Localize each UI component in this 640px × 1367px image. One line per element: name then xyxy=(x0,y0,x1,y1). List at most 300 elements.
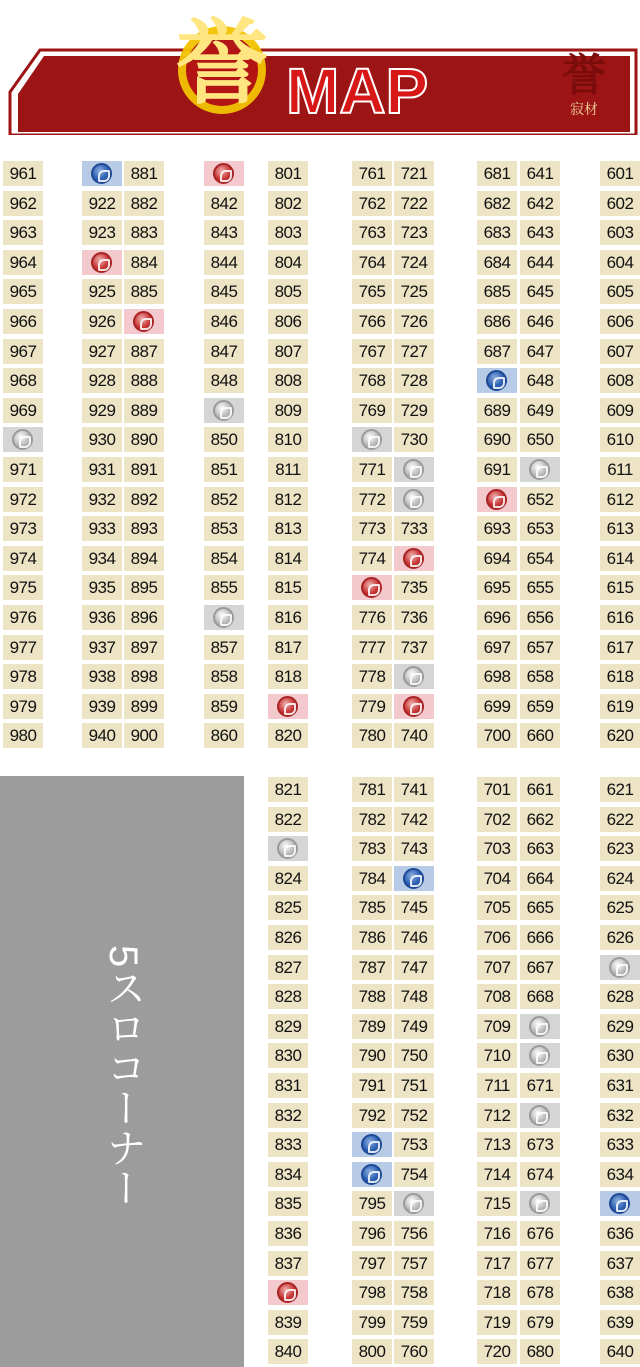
red-medal-cell xyxy=(394,546,434,571)
machine-number-cell: 802 xyxy=(268,191,308,216)
machine-number-cell: 884 xyxy=(124,250,164,275)
machine-number-cell: 722 xyxy=(394,191,434,216)
machine-number-cell: 684 xyxy=(477,250,517,275)
machine-number-cell: 934 xyxy=(82,546,122,571)
machine-number-cell: 803 xyxy=(268,220,308,245)
machine-number-cell: 609 xyxy=(600,398,640,423)
machine-number-cell: 899 xyxy=(124,694,164,719)
machine-number-cell: 612 xyxy=(600,487,640,512)
machine-number-cell: 714 xyxy=(477,1162,517,1187)
machine-number-cell: 891 xyxy=(124,457,164,482)
machine-number-cell: 966 xyxy=(3,309,43,334)
machine-number-cell: 855 xyxy=(204,575,244,600)
machine-number-cell: 605 xyxy=(600,279,640,304)
machine-number-cell: 778 xyxy=(352,664,392,689)
machine-number-cell: 806 xyxy=(268,309,308,334)
machine-number-cell: 845 xyxy=(204,279,244,304)
brand-logo-char: 誉 xyxy=(562,50,606,101)
machine-number-cell: 900 xyxy=(124,723,164,748)
machine-number-cell: 695 xyxy=(477,575,517,600)
silver-medal-cell xyxy=(520,457,560,482)
red-medal-cell xyxy=(204,161,244,186)
machine-number-cell: 784 xyxy=(352,866,392,891)
machine-number-cell: 725 xyxy=(394,279,434,304)
silver-medal-cell xyxy=(520,1103,560,1128)
machine-number-cell: 889 xyxy=(124,398,164,423)
machine-number-cell: 935 xyxy=(82,575,122,600)
machine-number-cell: 606 xyxy=(600,309,640,334)
silver-medal-icon xyxy=(529,459,550,480)
machine-number-cell: 665 xyxy=(520,895,560,920)
machine-number-cell: 798 xyxy=(352,1280,392,1305)
machine-number-cell: 816 xyxy=(268,605,308,630)
silver-medal-cell xyxy=(204,398,244,423)
machine-number-cell: 749 xyxy=(394,1014,434,1039)
machine-number-cell: 821 xyxy=(268,777,308,802)
machine-number-cell: 726 xyxy=(394,309,434,334)
machine-number-cell: 640 xyxy=(600,1339,640,1364)
machine-number-cell: 777 xyxy=(352,635,392,660)
machine-number-cell: 667 xyxy=(520,955,560,980)
machine-number-cell: 724 xyxy=(394,250,434,275)
red-medal-icon xyxy=(133,311,154,332)
machine-number-cell: 812 xyxy=(268,487,308,512)
machine-number-cell: 788 xyxy=(352,984,392,1009)
machine-number-cell: 929 xyxy=(82,398,122,423)
machine-number-cell: 932 xyxy=(82,487,122,512)
machine-number-cell: 851 xyxy=(204,457,244,482)
machine-number-cell: 649 xyxy=(520,398,560,423)
silver-medal-icon xyxy=(403,666,424,687)
machine-number-cell: 728 xyxy=(394,368,434,393)
machine-number-cell: 680 xyxy=(520,1339,560,1364)
silver-medal-icon xyxy=(403,489,424,510)
machine-number-cell: 817 xyxy=(268,635,308,660)
machine-number-cell: 969 xyxy=(3,398,43,423)
red-medal-icon xyxy=(361,577,382,598)
machine-number-cell: 630 xyxy=(600,1043,640,1068)
machine-number-cell: 772 xyxy=(352,487,392,512)
machine-number-cell: 643 xyxy=(520,220,560,245)
machine-number-cell: 625 xyxy=(600,895,640,920)
machine-number-cell: 613 xyxy=(600,516,640,541)
machine-number-cell: 834 xyxy=(268,1162,308,1187)
machine-number-cell: 629 xyxy=(600,1014,640,1039)
machine-number-cell: 663 xyxy=(520,836,560,861)
machine-number-cell: 893 xyxy=(124,516,164,541)
silver-medal-cell xyxy=(520,1043,560,1068)
machine-number-cell: 975 xyxy=(3,575,43,600)
red-medal-icon xyxy=(403,548,424,569)
machine-number-cell: 771 xyxy=(352,457,392,482)
brand-logo-sub: 寂材 xyxy=(570,102,598,118)
machine-number-cell: 965 xyxy=(3,279,43,304)
machine-number-cell: 895 xyxy=(124,575,164,600)
machine-number-cell: 776 xyxy=(352,605,392,630)
machine-number-cell: 626 xyxy=(600,925,640,950)
machine-number-cell: 642 xyxy=(520,191,560,216)
slot-corner-label: 5スロコーナー xyxy=(101,945,145,1208)
machine-number-cell: 854 xyxy=(204,546,244,571)
machine-number-cell: 890 xyxy=(124,427,164,452)
machine-number-cell: 696 xyxy=(477,605,517,630)
machine-number-cell: 922 xyxy=(82,191,122,216)
silver-medal-icon xyxy=(529,1045,550,1066)
silver-medal-cell xyxy=(520,1191,560,1216)
machine-number-cell: 780 xyxy=(352,723,392,748)
machine-number-cell: 925 xyxy=(82,279,122,304)
machine-number-cell: 785 xyxy=(352,895,392,920)
machine-number-cell: 753 xyxy=(394,1132,434,1157)
machine-number-cell: 840 xyxy=(268,1339,308,1364)
machine-number-cell: 748 xyxy=(394,984,434,1009)
silver-medal-icon xyxy=(12,429,33,450)
machine-number-cell: 713 xyxy=(477,1132,517,1157)
machine-number-cell: 620 xyxy=(600,723,640,748)
red-medal-cell xyxy=(477,487,517,512)
machine-number-cell: 811 xyxy=(268,457,308,482)
red-medal-cell xyxy=(268,694,308,719)
machine-number-cell: 882 xyxy=(124,191,164,216)
machine-number-cell: 842 xyxy=(204,191,244,216)
machine-number-cell: 844 xyxy=(204,250,244,275)
machine-number-cell: 830 xyxy=(268,1043,308,1068)
machine-number-cell: 632 xyxy=(600,1103,640,1128)
machine-number-cell: 810 xyxy=(268,427,308,452)
silver-medal-cell xyxy=(352,427,392,452)
red-medal-cell xyxy=(124,309,164,334)
machine-number-cell: 973 xyxy=(3,516,43,541)
machine-number-cell: 697 xyxy=(477,635,517,660)
machine-number-cell: 699 xyxy=(477,694,517,719)
machine-number-cell: 757 xyxy=(394,1251,434,1276)
machine-number-cell: 828 xyxy=(268,984,308,1009)
machine-number-cell: 768 xyxy=(352,368,392,393)
machine-number-cell: 883 xyxy=(124,220,164,245)
machine-number-cell: 850 xyxy=(204,427,244,452)
machine-number-cell: 894 xyxy=(124,546,164,571)
machine-number-cell: 745 xyxy=(394,895,434,920)
machine-number-cell: 691 xyxy=(477,457,517,482)
machine-number-cell: 639 xyxy=(600,1310,640,1335)
machine-number-cell: 608 xyxy=(600,368,640,393)
silver-medal-icon xyxy=(609,957,630,978)
machine-number-cell: 710 xyxy=(477,1043,517,1068)
machine-number-cell: 674 xyxy=(520,1162,560,1187)
machine-number-cell: 881 xyxy=(124,161,164,186)
machine-number-cell: 614 xyxy=(600,546,640,571)
machine-number-cell: 616 xyxy=(600,605,640,630)
machine-number-cell: 743 xyxy=(394,836,434,861)
machine-number-cell: 926 xyxy=(82,309,122,334)
machine-number-cell: 939 xyxy=(82,694,122,719)
machine-number-cell: 837 xyxy=(268,1251,308,1276)
machine-number-cell: 740 xyxy=(394,723,434,748)
machine-number-cell: 860 xyxy=(204,723,244,748)
machine-number-cell: 705 xyxy=(477,895,517,920)
red-medal-icon xyxy=(277,696,298,717)
machine-number-cell: 683 xyxy=(477,220,517,245)
machine-number-cell: 638 xyxy=(600,1280,640,1305)
machine-number-cell: 750 xyxy=(394,1043,434,1068)
red-medal-cell xyxy=(268,1280,308,1305)
silver-medal-icon xyxy=(213,607,234,628)
silver-medal-icon xyxy=(361,429,382,450)
machine-number-cell: 822 xyxy=(268,807,308,832)
machine-number-cell: 783 xyxy=(352,836,392,861)
silver-medal-cell xyxy=(394,664,434,689)
machine-number-cell: 764 xyxy=(352,250,392,275)
machine-number-cell: 618 xyxy=(600,664,640,689)
silver-medal-cell xyxy=(600,955,640,980)
machine-number-cell: 615 xyxy=(600,575,640,600)
machine-number-cell: 888 xyxy=(124,368,164,393)
machine-number-cell: 721 xyxy=(394,161,434,186)
blue-medal-cell xyxy=(394,866,434,891)
machine-number-cell: 603 xyxy=(600,220,640,245)
machine-number-cell: 931 xyxy=(82,457,122,482)
machine-number-cell: 645 xyxy=(520,279,560,304)
machine-number-cell: 623 xyxy=(600,836,640,861)
machine-number-cell: 621 xyxy=(600,777,640,802)
machine-number-cell: 795 xyxy=(352,1191,392,1216)
machine-number-cell: 702 xyxy=(477,807,517,832)
machine-number-cell: 813 xyxy=(268,516,308,541)
machine-number-cell: 818 xyxy=(268,664,308,689)
machine-number-cell: 979 xyxy=(3,694,43,719)
machine-number-cell: 756 xyxy=(394,1221,434,1246)
machine-number-cell: 706 xyxy=(477,925,517,950)
machine-number-cell: 636 xyxy=(600,1221,640,1246)
machine-number-cell: 751 xyxy=(394,1073,434,1098)
machine-number-cell: 617 xyxy=(600,635,640,660)
machine-number-cell: 698 xyxy=(477,664,517,689)
machine-number-cell: 666 xyxy=(520,925,560,950)
machine-number-cell: 708 xyxy=(477,984,517,1009)
machine-number-cell: 847 xyxy=(204,339,244,364)
machine-number-cell: 671 xyxy=(520,1073,560,1098)
machine-number-cell: 833 xyxy=(268,1132,308,1157)
machine-number-cell: 754 xyxy=(394,1162,434,1187)
blue-medal-icon xyxy=(91,163,112,184)
machine-number-cell: 654 xyxy=(520,546,560,571)
blue-medal-cell xyxy=(477,368,517,393)
machine-number-cell: 933 xyxy=(82,516,122,541)
machine-number-cell: 809 xyxy=(268,398,308,423)
silver-medal-cell xyxy=(394,457,434,482)
machine-number-cell: 835 xyxy=(268,1191,308,1216)
machine-number-cell: 765 xyxy=(352,279,392,304)
machine-number-cell: 735 xyxy=(394,575,434,600)
machine-number-cell: 657 xyxy=(520,635,560,660)
machine-number-cell: 668 xyxy=(520,984,560,1009)
machine-number-cell: 928 xyxy=(82,368,122,393)
silver-medal-cell xyxy=(204,605,244,630)
machine-number-cell: 978 xyxy=(3,664,43,689)
page-title: MAP xyxy=(286,55,429,127)
machine-number-cell: 679 xyxy=(520,1310,560,1335)
machine-number-cell: 832 xyxy=(268,1103,308,1128)
machine-number-cell: 927 xyxy=(82,339,122,364)
machine-number-cell: 736 xyxy=(394,605,434,630)
machine-number-cell: 967 xyxy=(3,339,43,364)
blue-medal-cell xyxy=(600,1191,640,1216)
machine-number-cell: 976 xyxy=(3,605,43,630)
machine-number-cell: 964 xyxy=(3,250,43,275)
machine-number-cell: 827 xyxy=(268,955,308,980)
machine-number-cell: 652 xyxy=(520,487,560,512)
machine-number-cell: 604 xyxy=(600,250,640,275)
machine-number-cell: 779 xyxy=(352,694,392,719)
silver-medal-cell xyxy=(268,836,308,861)
machine-number-cell: 664 xyxy=(520,866,560,891)
machine-number-cell: 628 xyxy=(600,984,640,1009)
machine-number-cell: 707 xyxy=(477,955,517,980)
machine-number-cell: 846 xyxy=(204,309,244,334)
machine-number-cell: 730 xyxy=(394,427,434,452)
machine-number-cell: 962 xyxy=(3,191,43,216)
machine-number-cell: 619 xyxy=(600,694,640,719)
emblem-char: 誉 xyxy=(175,9,268,117)
silver-medal-icon xyxy=(529,1193,550,1214)
machine-number-cell: 733 xyxy=(394,516,434,541)
machine-number-cell: 805 xyxy=(268,279,308,304)
machine-number-cell: 677 xyxy=(520,1251,560,1276)
machine-number-cell: 859 xyxy=(204,694,244,719)
machine-number-cell: 930 xyxy=(82,427,122,452)
machine-number-cell: 940 xyxy=(82,723,122,748)
machine-number-cell: 610 xyxy=(600,427,640,452)
machine-number-cell: 774 xyxy=(352,546,392,571)
red-medal-icon xyxy=(277,1282,298,1303)
machine-number-cell: 659 xyxy=(520,694,560,719)
machine-number-cell: 852 xyxy=(204,487,244,512)
silver-medal-cell xyxy=(394,487,434,512)
machine-number-cell: 807 xyxy=(268,339,308,364)
machine-number-cell: 826 xyxy=(268,925,308,950)
machine-number-cell: 796 xyxy=(352,1221,392,1246)
machine-number-cell: 936 xyxy=(82,605,122,630)
machine-number-cell: 656 xyxy=(520,605,560,630)
machine-number-cell: 799 xyxy=(352,1310,392,1335)
machine-number-cell: 658 xyxy=(520,664,560,689)
red-medal-icon xyxy=(91,252,112,273)
machine-number-cell: 808 xyxy=(268,368,308,393)
machine-number-cell: 727 xyxy=(394,339,434,364)
machine-number-cell: 704 xyxy=(477,866,517,891)
machine-number-cell: 717 xyxy=(477,1251,517,1276)
machine-number-cell: 729 xyxy=(394,398,434,423)
machine-number-cell: 858 xyxy=(204,664,244,689)
machine-number-cell: 766 xyxy=(352,309,392,334)
machine-number-cell: 634 xyxy=(600,1162,640,1187)
machine-number-cell: 971 xyxy=(3,457,43,482)
machine-number-cell: 801 xyxy=(268,161,308,186)
machine-number-cell: 804 xyxy=(268,250,308,275)
machine-number-cell: 747 xyxy=(394,955,434,980)
machine-number-cell: 690 xyxy=(477,427,517,452)
machine-number-cell: 787 xyxy=(352,955,392,980)
machine-number-cell: 752 xyxy=(394,1103,434,1128)
machine-number-cell: 853 xyxy=(204,516,244,541)
red-medal-cell xyxy=(82,250,122,275)
machine-number-cell: 723 xyxy=(394,220,434,245)
machine-number-cell: 815 xyxy=(268,575,308,600)
machine-number-cell: 703 xyxy=(477,836,517,861)
machine-number-cell: 678 xyxy=(520,1280,560,1305)
machine-number-cell: 790 xyxy=(352,1043,392,1068)
machine-number-cell: 641 xyxy=(520,161,560,186)
machine-number-cell: 711 xyxy=(477,1073,517,1098)
machine-number-cell: 607 xyxy=(600,339,640,364)
blue-medal-icon xyxy=(361,1164,382,1185)
machine-number-cell: 633 xyxy=(600,1132,640,1157)
machine-number-cell: 938 xyxy=(82,664,122,689)
machine-number-cell: 673 xyxy=(520,1132,560,1157)
machine-number-cell: 825 xyxy=(268,895,308,920)
machine-number-cell: 761 xyxy=(352,161,392,186)
red-medal-icon xyxy=(486,489,507,510)
machine-number-cell: 650 xyxy=(520,427,560,452)
machine-number-cell: 742 xyxy=(394,807,434,832)
blue-medal-cell xyxy=(82,161,122,186)
machine-number-cell: 693 xyxy=(477,516,517,541)
machine-number-cell: 887 xyxy=(124,339,164,364)
silver-medal-cell xyxy=(520,1014,560,1039)
machine-number-cell: 782 xyxy=(352,807,392,832)
machine-number-cell: 769 xyxy=(352,398,392,423)
machine-number-cell: 762 xyxy=(352,191,392,216)
machine-number-cell: 857 xyxy=(204,635,244,660)
blue-medal-icon xyxy=(486,370,507,391)
machine-number-cell: 631 xyxy=(600,1073,640,1098)
machine-number-cell: 676 xyxy=(520,1221,560,1246)
machine-number-cell: 719 xyxy=(477,1310,517,1335)
machine-number-cell: 712 xyxy=(477,1103,517,1128)
machine-number-cell: 646 xyxy=(520,309,560,334)
red-medal-icon xyxy=(403,696,424,717)
machine-number-cell: 720 xyxy=(477,1339,517,1364)
machine-number-cell: 655 xyxy=(520,575,560,600)
machine-number-cell: 781 xyxy=(352,777,392,802)
machine-number-cell: 937 xyxy=(82,635,122,660)
machine-number-cell: 700 xyxy=(477,723,517,748)
machine-number-cell: 961 xyxy=(3,161,43,186)
machine-number-cell: 758 xyxy=(394,1280,434,1305)
machine-number-cell: 898 xyxy=(124,664,164,689)
red-medal-cell xyxy=(352,575,392,600)
machine-number-cell: 831 xyxy=(268,1073,308,1098)
machine-number-cell: 737 xyxy=(394,635,434,660)
silver-medal-icon xyxy=(403,1193,424,1214)
machine-number-cell: 963 xyxy=(3,220,43,245)
machine-number-cell: 611 xyxy=(600,457,640,482)
machine-number-cell: 968 xyxy=(3,368,43,393)
machine-number-cell: 648 xyxy=(520,368,560,393)
machine-number-cell: 792 xyxy=(352,1103,392,1128)
machine-number-cell: 767 xyxy=(352,339,392,364)
machine-number-cell: 763 xyxy=(352,220,392,245)
machine-number-cell: 661 xyxy=(520,777,560,802)
machine-number-cell: 637 xyxy=(600,1251,640,1276)
machine-number-cell: 624 xyxy=(600,866,640,891)
machine-number-cell: 662 xyxy=(520,807,560,832)
machine-number-cell: 759 xyxy=(394,1310,434,1335)
machine-number-cell: 689 xyxy=(477,398,517,423)
machine-number-cell: 814 xyxy=(268,546,308,571)
machine-number-cell: 644 xyxy=(520,250,560,275)
machine-number-cell: 701 xyxy=(477,777,517,802)
